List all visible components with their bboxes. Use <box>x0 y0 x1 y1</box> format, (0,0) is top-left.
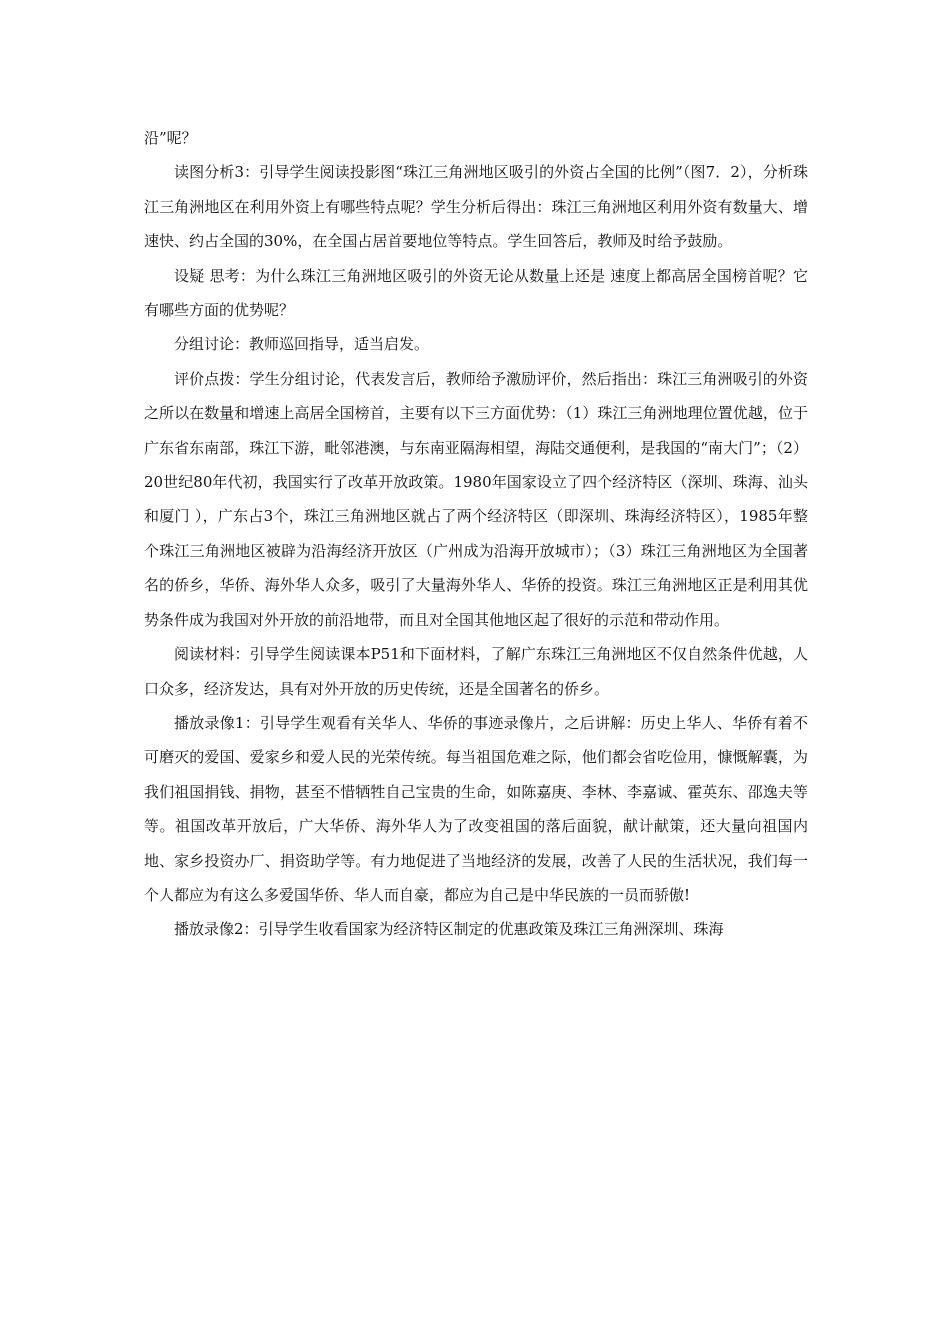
paragraph-group-discussion: 分组讨论：教师巡回指导，适当启发。 <box>174 335 430 354</box>
paragraph-continuation: 沿”呢？ <box>144 129 197 147</box>
document-body <box>144 121 808 947</box>
paragraph-map-analysis-3: 读图分析3：引导学生阅读投影图“珠江三角洲地区吸引的外资占全国的比例”（图7．2），分析珠江三角洲地区在利用外资上有哪些特点呢？学生分析后得出：珠江三角洲地区利用外资有数量大、增速快、约占全国的30%，在全国占居首要地位等特点。学生回答后，教师及时给予鼓励。 <box>144 163 808 251</box>
paragraph-video-2: 播放录像2：引导学生收看国家为经济特区制定的优惠政策及珠江三角洲深圳、珠海 <box>174 920 724 939</box>
paragraph-question: 设疑 思考：为什么珠江三角洲地区吸引的外资无论从数量上还是 速度上都高居全国榜首呢？它有哪些方面的优势呢？ <box>144 266 808 320</box>
paragraph-evaluation: 评价点拨：学生分组讨论，代表发言后，教师给予激励评价，然后指出：珠江三角洲吸引的外资之所以在数量和增速上高居全国榜首，主要有以下三方面优势：（1）珠江三角洲地理位置优越，位于广东省东南部，珠江下游，毗邻港澳，与东南亚隔海相望，海陆交通便利，是我国的“南大门”；（2）20世纪80年代初，我国实行了改革开放政策。1980年国家设立了四个经济特区（深圳、珠海、汕头和厦门 ），广东占3个，珠江三角洲地区就占了两个经济特区（即深圳、珠海经济特区），1985年整个珠江三角洲地区被辟为沿海经济开放区（广州成为沿海开放城市）；（3）珠江三角洲地区为全国著名的侨乡，华侨、海外华人众多，吸引了大量海外华人、华侨的投资。珠江三角洲地区正是利用其优势条件成为我国对外开放的前沿地带，而且对全国其他地区起了很好的示范和带动作用。 <box>144 369 808 629</box>
paragraph-video-1: 播放录像1：引导学生观看有关华人、华侨的事迹录像片，之后讲解：历史上华人、华侨有着不可磨灭的爱国、爱家乡和爱人民的光荣传统。每当祖国危难之际，他们都会省吃俭用，慷慨解囊，为我们祖国捐钱、捐物，甚至不惜牺牲自己宝贵的生命，如陈嘉庚、李林、李嘉诚、霍英东、邵逸夫等等。祖国改革开放后，广大华侨、海外华人为了改变祖国的落后面貌，献计献策，还大量向祖国内地、家乡投资办厂、捐资助学等。有力地促进了当地经济的发展，改善了人民的生活状况，我们每一个人都应为有这么多爱国华侨、华人而自豪，都应为自己是中华民族的一员而骄傲! <box>144 713 808 904</box>
paragraph-reading-material: 阅读材料：引导学生阅读课本P51和下面材料，了解广东珠江三角洲地区不仅自然条件优越，人口众多，经济发达，具有对外开放的历史传统，还是全国著名的侨乡。 <box>144 645 808 698</box>
